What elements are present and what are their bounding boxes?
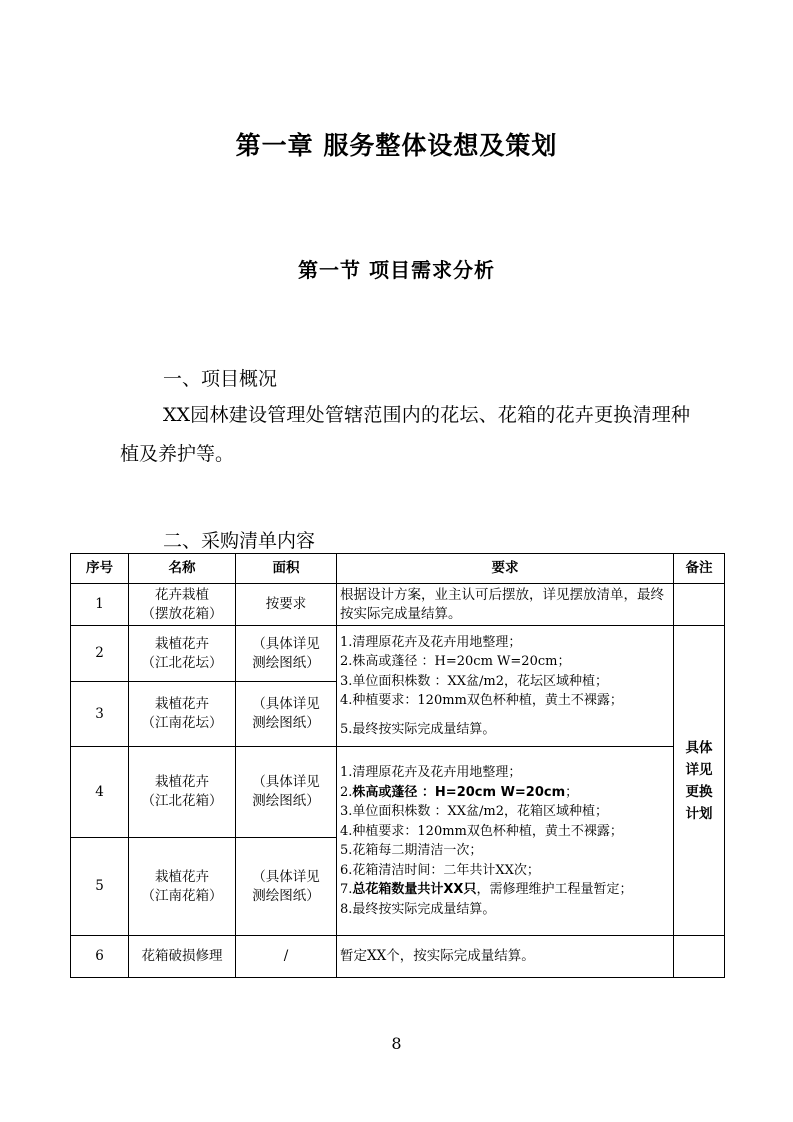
- cell-name: [129, 626, 236, 682]
- cell-remark: [674, 936, 725, 978]
- cell-no: 3: [71, 682, 129, 747]
- area-line: （具体详见: [252, 635, 320, 652]
- name-line: 花卉栽植: [155, 586, 209, 603]
- cell-requirement: 根据设计方案，业主认可后摆放，详见摆放清单，最终按实际完成量结算。: [337, 584, 674, 626]
- page-number: 8: [391, 1034, 402, 1053]
- item-number: 7.: [340, 882, 353, 897]
- header-no: 序号: [71, 554, 129, 584]
- cell-remark: [674, 584, 725, 626]
- cell-requirement-flowerbed: [337, 626, 674, 747]
- requirement-line: 6.花箱清洁时间：二年共计XX次；: [340, 862, 540, 878]
- item-rest: ，需修理维护工程量暂定；: [476, 882, 633, 897]
- cell-no: 2: [71, 626, 129, 682]
- cell-name: [129, 747, 236, 838]
- requirement-line: [340, 783, 670, 803]
- header-name: 名称: [129, 554, 236, 584]
- area-line: 测绘图纸）: [252, 793, 320, 809]
- cell-requirement-flowerbox: [337, 747, 674, 936]
- cell-no: 6: [71, 936, 129, 978]
- requirement-line: [340, 880, 670, 900]
- requirement-line: 8.最终按实际完成量结算。: [340, 901, 496, 917]
- table-row: [71, 626, 725, 682]
- area-line: （具体详见: [252, 868, 320, 885]
- name-line: （江北花箱）: [141, 793, 223, 809]
- name-line: （摆放花箱）: [141, 605, 223, 622]
- cell-name: [129, 838, 236, 936]
- header-requirement: 要求: [337, 554, 674, 584]
- section-title: 第一节 项目需求分析: [298, 258, 495, 282]
- requirement-line: 5.最终按实际完成量结算。: [340, 721, 496, 737]
- cell-name: 花箱破损修理: [129, 936, 236, 978]
- cell-area: [236, 747, 337, 838]
- cell-requirement: 暂定XX个，按实际完成量结算。: [337, 936, 674, 978]
- name-line: 栽植花卉: [155, 774, 209, 790]
- cell-no: 5: [71, 838, 129, 936]
- requirement-line: 4.种植要求：120mm双色杯种植，黄土不裸露；: [340, 693, 623, 709]
- cell-name: [129, 682, 236, 747]
- header-remark: 备注: [674, 554, 725, 584]
- requirement-line: 3.单位面积株数 ：XX盆/m2，花箱区域种植；: [340, 804, 609, 819]
- requirement-line: 1.清理原花卉及花卉用地整理；: [340, 765, 522, 780]
- remark-line: 详见: [685, 761, 713, 778]
- remark-line: 计划: [685, 805, 713, 822]
- requirement-line: 1.清理原花卉及花卉用地整理；: [340, 634, 522, 650]
- item-end: ；: [565, 784, 579, 800]
- area-line: 测绘图纸）: [252, 715, 320, 731]
- table-row: [71, 936, 725, 978]
- requirement-line: 4.种植要求：120mm双色杯种植，黄土不裸露；: [340, 823, 623, 839]
- cell-remark-plan: [674, 626, 725, 936]
- bold-text: 总花箱数量共计XX只: [352, 882, 477, 897]
- table-row: [71, 747, 725, 838]
- area-line: （具体详见: [252, 696, 320, 712]
- bold-text: 株高或蓬径 ：H=20cm W=20cm: [352, 784, 566, 800]
- cell-no: 4: [71, 747, 129, 838]
- cell-area: [236, 838, 337, 936]
- cell-area: /: [236, 936, 337, 978]
- area-line: 测绘图纸）: [252, 654, 320, 671]
- cell-area: 按要求: [236, 584, 337, 626]
- table-row: [71, 584, 725, 626]
- header-area: 面积: [236, 554, 337, 584]
- cell-area: [236, 626, 337, 682]
- remark-line: 具体: [685, 739, 713, 756]
- procurement-heading: 二、采购清单内容: [163, 530, 316, 552]
- name-line: 栽植花卉: [155, 635, 209, 652]
- remark-line: 更换: [685, 783, 713, 800]
- requirement-line: 5.花箱每二期清洁一次；: [340, 843, 483, 858]
- name-line: （江北花坛）: [141, 654, 223, 671]
- name-line: （江南花坛）: [141, 715, 223, 731]
- chapter-title: 第一章 服务整体设想及策划: [235, 131, 558, 160]
- cell-area: [236, 682, 337, 747]
- area-line: 测绘图纸）: [252, 887, 320, 904]
- cell-no: 1: [71, 584, 129, 626]
- overview-heading: 一、项目概况: [163, 368, 278, 390]
- requirement-line: 3.单位面积株数 ：XX盆/m2，花坛区域种植；: [340, 673, 609, 689]
- item-number: 2.: [340, 784, 353, 800]
- name-line: （江南花箱）: [141, 887, 223, 904]
- name-line: 栽植花卉: [155, 868, 209, 885]
- requirement-line: 2.株高或蓬径 ：H=20cm W=20cm；: [340, 654, 571, 670]
- procurement-table: [70, 553, 725, 978]
- name-line: 栽植花卉: [155, 696, 209, 712]
- table-header-row: [71, 554, 725, 584]
- overview-paragraph: XX园林建设管理处管辖范围内的花坛、花箱的花卉更换清理种植及养护等。: [120, 404, 690, 465]
- cell-name: [129, 584, 236, 626]
- area-line: （具体详见: [252, 774, 320, 790]
